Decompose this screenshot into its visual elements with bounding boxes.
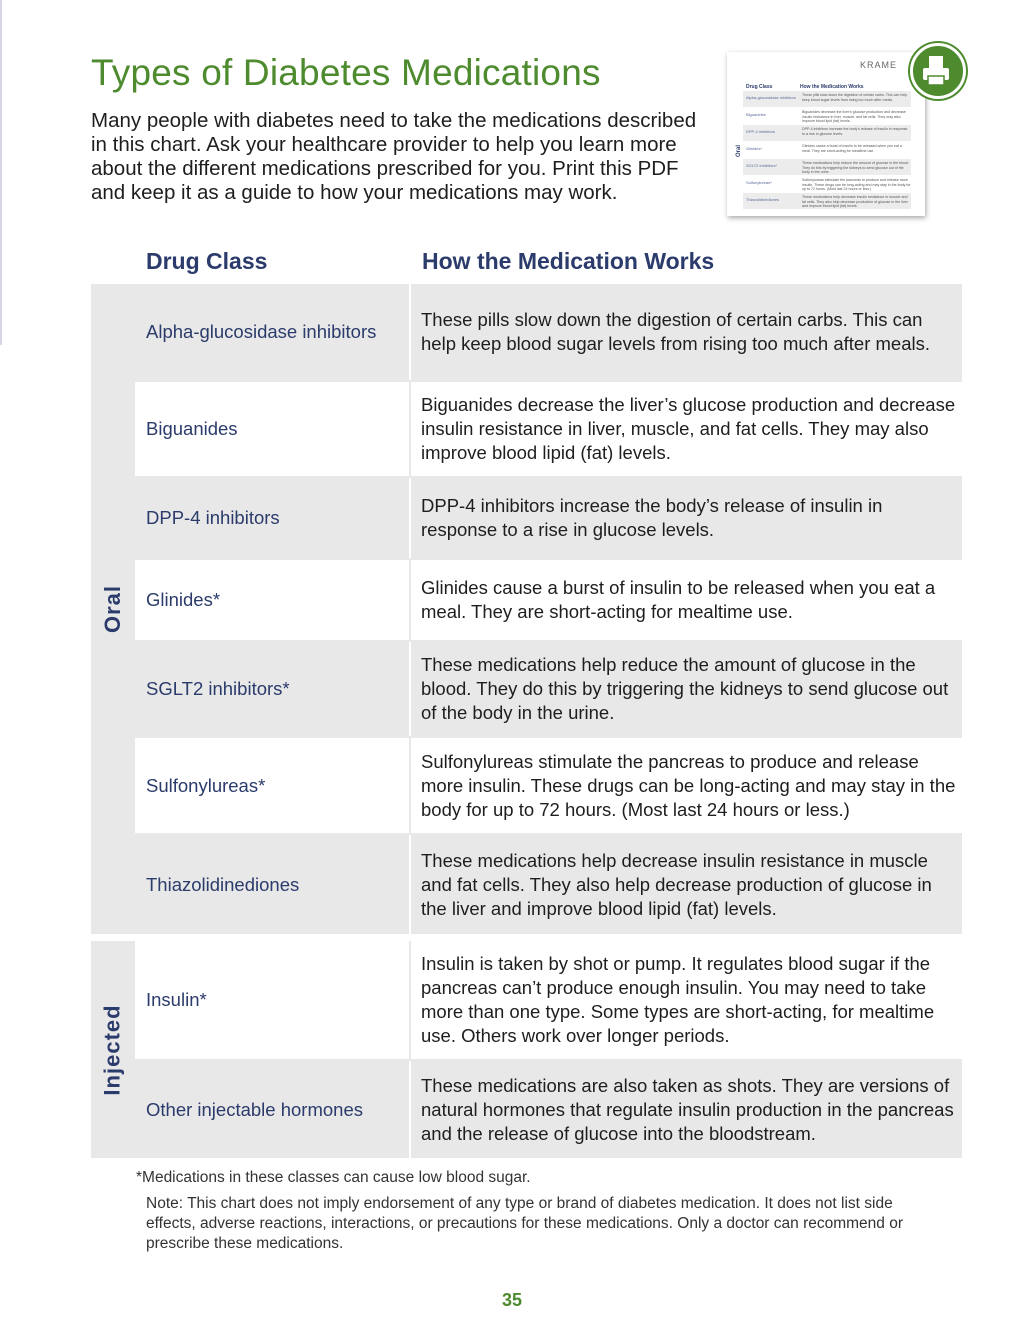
- thumbnail-row: [743, 125, 911, 142]
- group-label-text: Oral: [100, 584, 125, 634]
- description-cell: Insulin is taken by shot or pump. It regulates blood sugar if the pancreas can’t produce enough insulin. You may need to take more than one type. Some types are short-acting, for mealtime use. Others work over longer periods.: [411, 941, 962, 1059]
- group-label-injected: [91, 941, 135, 1158]
- thumbnail-cell: Biguanides: [746, 112, 766, 117]
- page-number: 35: [501, 1290, 523, 1310]
- thumbnail-rows: [743, 91, 911, 210]
- table-row: [135, 284, 962, 380]
- drug-class-cell: Alpha-glucosidase inhibitors: [135, 284, 411, 380]
- column-header-drug-class: Drug Class: [146, 248, 268, 274]
- table-row: [135, 941, 962, 1059]
- thumbnail-col2-header: How the Medication Works: [800, 84, 864, 90]
- thumbnail-row: [743, 108, 911, 125]
- group-label-text: Injected: [100, 1003, 126, 1096]
- drug-class-cell: Glinides*: [135, 560, 411, 640]
- table-row: [135, 382, 962, 476]
- thumbnail-cell: These medications help reduce the amount of glucose in the blood. They do this by triggering the kidneys to send glucose out of the body in the urine.: [802, 161, 909, 174]
- thumbnail-cell: Glinides cause a burst of insulin to be released when you eat a meal. They are short-acting for mealtime use.: [802, 144, 902, 153]
- drug-class-cell: Biguanides: [135, 382, 411, 476]
- description-cell: DPP-4 inhibitors increase the body’s release of insulin in response to a rise in glucose levels.: [411, 478, 962, 558]
- thumbnail-cell: Glinides*: [746, 146, 763, 151]
- table-row: [135, 478, 962, 558]
- group-label-oral: [91, 284, 135, 934]
- thumbnail-cell: DPP-4 inhibitors increase the body’s release of insulin in response to a rise in glucose levels.: [802, 127, 908, 136]
- table-row: [135, 560, 962, 640]
- description-cell: These pills slow down the digestion of certain carbs. This can help keep blood sugar levels from rising too much after meals.: [411, 284, 962, 380]
- thumbnail-cell: These pills slow down the digestion of certain carbs. This can help keep blood sugar levels from rising too much after meals.: [802, 93, 908, 102]
- thumbnail-cell: These medications help decrease insulin resistance in muscle and fat cells. They also help decrease production of glucose in the liver and improve blood lipid (fat) levels.: [802, 195, 908, 208]
- group-injected: [91, 941, 962, 1158]
- description-cell: These medications are also taken as shots. They are versions of natural hormones that regulate insulin production in the pancreas and the release of glucose into the bloodstream.: [411, 1061, 962, 1158]
- thumbnail-cell: Alpha-glucosidase inhibitors: [746, 95, 796, 100]
- group-oral: [91, 284, 962, 934]
- thumbnail-row: [743, 142, 911, 159]
- thumbnail-cell: Thiazolidinediones: [746, 197, 780, 202]
- thumbnail-cell: SGLT2 inhibitors*: [746, 163, 778, 168]
- footnote: *Medications in these classes can cause low blood sugar.: [136, 1169, 531, 1186]
- thumbnail-cell: Biguanides decrease the liver’s glucose production and decrease insulin resistance in liver, muscle, and fat cells. They may also improve blood lipid (fat) levels.: [802, 110, 906, 123]
- column-header-how-it-works: How the Medication Works: [422, 248, 715, 274]
- thumbnail-row: [743, 176, 911, 193]
- table-row: [135, 835, 962, 934]
- intro-paragraph: Many people with diabetes need to take the medications described in this chart. Ask your healthcare provider to help you learn more about the different medications prescribed for you. Print this PDF and keep it as a guide to how your medications may work.: [91, 109, 697, 204]
- thumbnail-col1-header: Drug Class: [746, 84, 773, 90]
- drug-class-cell: Thiazolidinediones: [135, 835, 411, 934]
- thumbnail-cell: Sulfonylureas*: [746, 180, 772, 185]
- thumbnail-row: [743, 193, 911, 210]
- thumbnail-oral-label: Oral: [736, 144, 743, 158]
- left-margin-rule: [0, 0, 2, 345]
- thumbnail-cell: Sulfonylureas stimulate the pancreas to produce and release more insulin. These drugs can be long-acting and may stay in the body for up to 72 hours. (Most last 24 hours or less.): [802, 178, 911, 191]
- drug-class-cell: Sulfonylureas*: [135, 738, 411, 833]
- table-row: [135, 738, 962, 833]
- table-row: [135, 642, 962, 736]
- description-cell: Sulfonylureas stimulate the pancreas to produce and release more insulin. These drugs can be long-acting and may stay in the body for up to 72 hours. (Most last 24 hours or less.): [411, 738, 962, 833]
- drug-class-cell: Insulin*: [135, 941, 411, 1059]
- description-cell: Glinides cause a burst of insulin to be released when you eat a meal. They are short-acting for mealtime use.: [411, 560, 962, 640]
- thumbnail-cell: DPP-4 inhibitors: [746, 129, 775, 134]
- print-button[interactable]: [910, 43, 966, 99]
- drug-class-cell: Other injectable hormones: [135, 1061, 411, 1158]
- thumbnail-row: [743, 159, 911, 176]
- drug-class-cell: SGLT2 inhibitors*: [135, 642, 411, 736]
- disclaimer-note: Note: This chart does not imply endorsement of any type or brand of diabetes medication. It does not list side effects, adverse reactions, interactions, or precautions for these medications. Only a doctor can recommend or prescribe these medications.: [146, 1195, 904, 1252]
- description-cell: Biguanides decrease the liver’s glucose production and decrease insulin resistance in liver, muscle, and fat cells. They may also improve blood lipid (fat) levels.: [411, 382, 962, 476]
- thumbnail-logo: KRAME: [860, 60, 898, 70]
- page-title: Types of Diabetes Medications: [91, 52, 601, 93]
- printer-icon: [913, 46, 963, 96]
- description-cell: These medications help reduce the amount of glucose in the blood. They do this by triggering the kidneys to send glucose out of the body in the urine.: [411, 642, 962, 736]
- drug-class-cell: DPP-4 inhibitors: [135, 478, 411, 558]
- pdf-thumbnail[interactable]: [727, 52, 925, 216]
- description-cell: These medications help decrease insulin resistance in muscle and fat cells. They also help decrease production of glucose in the liver and improve blood lipid (fat) levels.: [411, 835, 962, 934]
- table-row: [135, 1061, 962, 1158]
- thumbnail-row: [743, 91, 911, 108]
